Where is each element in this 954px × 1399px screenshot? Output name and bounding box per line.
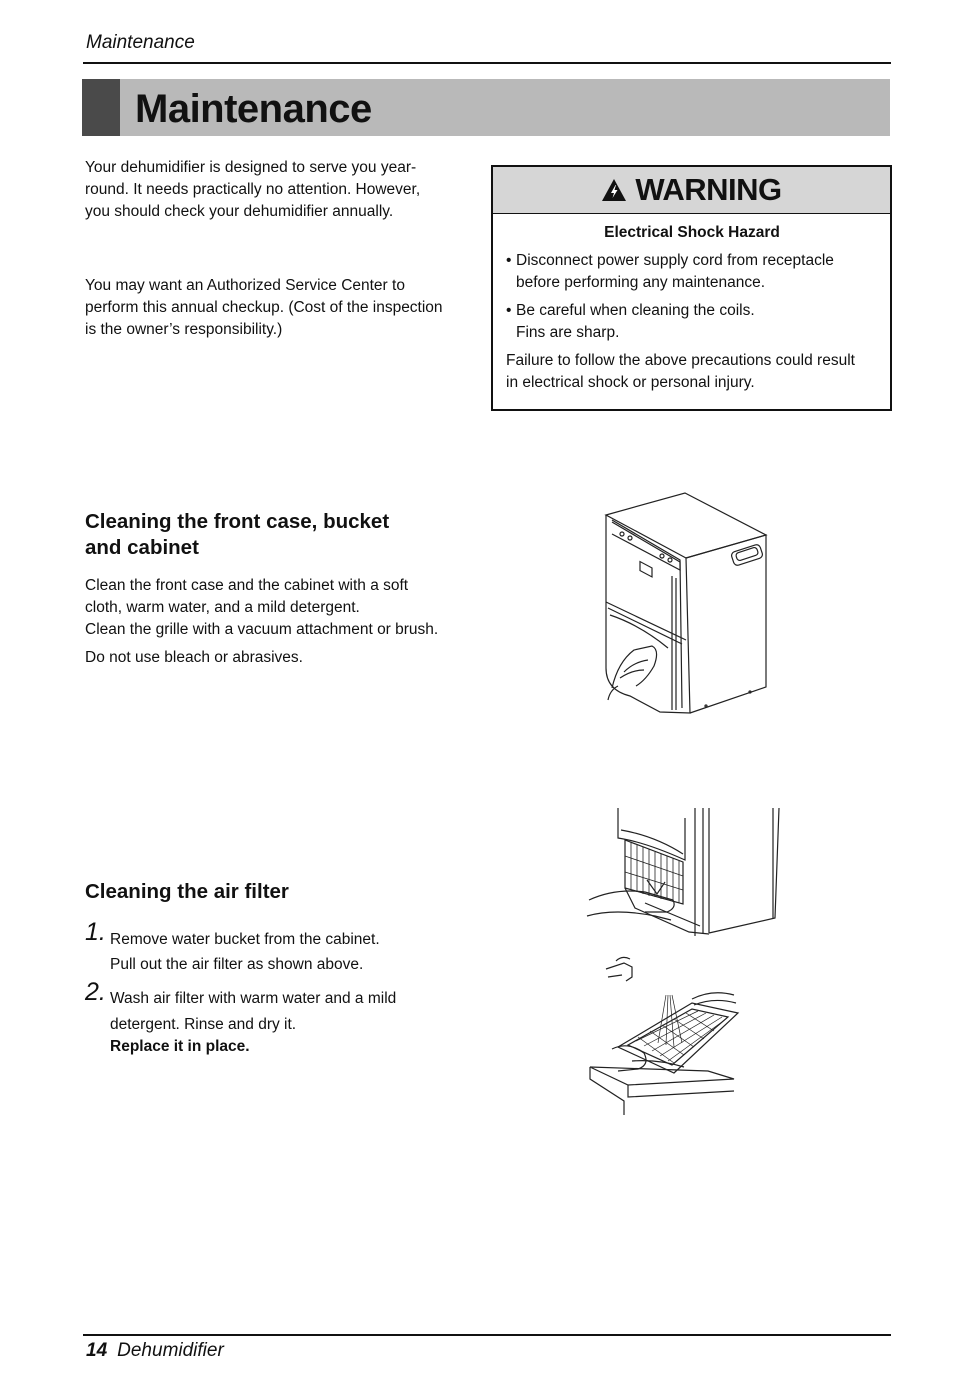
warning-footer-line: Failure to follow the above precautions could result bbox=[506, 352, 855, 369]
front-case-line: Clean the grille with a vacuum attachment or brush. bbox=[85, 621, 439, 638]
warning-label: WARNING bbox=[635, 172, 782, 207]
intro-p2-line: perform this annual checkup. (Cost of the inspection bbox=[85, 299, 443, 316]
filter-removal-illustration bbox=[585, 808, 785, 943]
warning-triangle-icon bbox=[601, 178, 627, 202]
intro-p1-line: round. It needs practically no attention. However, bbox=[85, 181, 421, 198]
air-filter-heading: Cleaning the air filter bbox=[85, 880, 289, 903]
air-filter-step-2-text bbox=[110, 986, 396, 1056]
front-case-note: Do not use bleach or abrasives. bbox=[85, 649, 303, 666]
intro-paragraph-2 bbox=[85, 275, 480, 341]
air-filter-step-1 bbox=[85, 918, 106, 947]
warning-subtitle: Electrical Shock Hazard bbox=[604, 224, 780, 241]
warning-body bbox=[493, 214, 890, 394]
intro-p1-line: you should check your dehumidifier annually. bbox=[85, 203, 394, 220]
warning-header bbox=[493, 167, 890, 214]
step-number: 1. bbox=[85, 918, 106, 946]
bullet-dot: • bbox=[506, 252, 512, 269]
running-header: Maintenance bbox=[86, 32, 195, 53]
warning-footer-text bbox=[506, 350, 878, 394]
bullet-dot: • bbox=[506, 302, 512, 319]
front-case-text bbox=[85, 575, 480, 669]
intro-p2-line: is the owner’s responsibility.) bbox=[85, 321, 283, 338]
warning-bullet bbox=[506, 300, 878, 344]
warning-bullet-line: Fins are sharp. bbox=[516, 324, 620, 341]
footer-product: Dehumidifier bbox=[117, 1340, 224, 1361]
intro-p2-line: You may want an Authorized Service Center to bbox=[85, 277, 405, 294]
front-case-line: cloth, warm water, and a mild detergent. bbox=[85, 599, 360, 616]
filter-washing-illustration bbox=[588, 955, 748, 1117]
dehumidifier-cleaning-illustration bbox=[590, 490, 780, 720]
step-number: 2. bbox=[85, 978, 106, 1006]
front-case-heading-line: and cabinet bbox=[85, 536, 199, 559]
front-case-line: Clean the front case and the cabinet with a soft bbox=[85, 577, 409, 594]
front-case-heading bbox=[85, 509, 389, 561]
step-2-bold-note: Replace it in place. bbox=[110, 1038, 250, 1055]
page-number: 14 bbox=[86, 1340, 108, 1361]
intro-p1-line: Your dehumidifier is designed to serve you year- bbox=[85, 159, 417, 176]
warning-bullet bbox=[506, 250, 878, 294]
air-filter-step-1-text bbox=[110, 927, 380, 977]
footer-rule bbox=[83, 1334, 891, 1336]
step-1-line: Pull out the air filter as shown above. bbox=[110, 956, 364, 973]
title-bar bbox=[82, 79, 890, 136]
page-title: Maintenance bbox=[135, 87, 372, 131]
step-1-line: Remove water bucket from the cabinet. bbox=[110, 931, 380, 948]
air-filter-step-2 bbox=[85, 978, 106, 1007]
front-case-heading-line: Cleaning the front case, bucket bbox=[85, 510, 390, 533]
intro-paragraph-1 bbox=[85, 157, 475, 223]
warning-box bbox=[491, 165, 892, 411]
warning-bullet-line: Be careful when cleaning the coils. bbox=[516, 302, 755, 319]
title-tab-block bbox=[82, 79, 120, 136]
header-rule bbox=[83, 62, 891, 64]
warning-bullet-line: before performing any maintenance. bbox=[516, 274, 766, 291]
warning-footer-line: in electrical shock or personal injury. bbox=[506, 374, 755, 391]
step-2-line: Wash air filter with warm water and a mild bbox=[110, 990, 397, 1007]
warning-bullet-line: Disconnect power supply cord from receptacle bbox=[516, 252, 834, 269]
footer bbox=[86, 1340, 224, 1362]
step-2-line: detergent. Rinse and dry it. bbox=[110, 1016, 297, 1033]
